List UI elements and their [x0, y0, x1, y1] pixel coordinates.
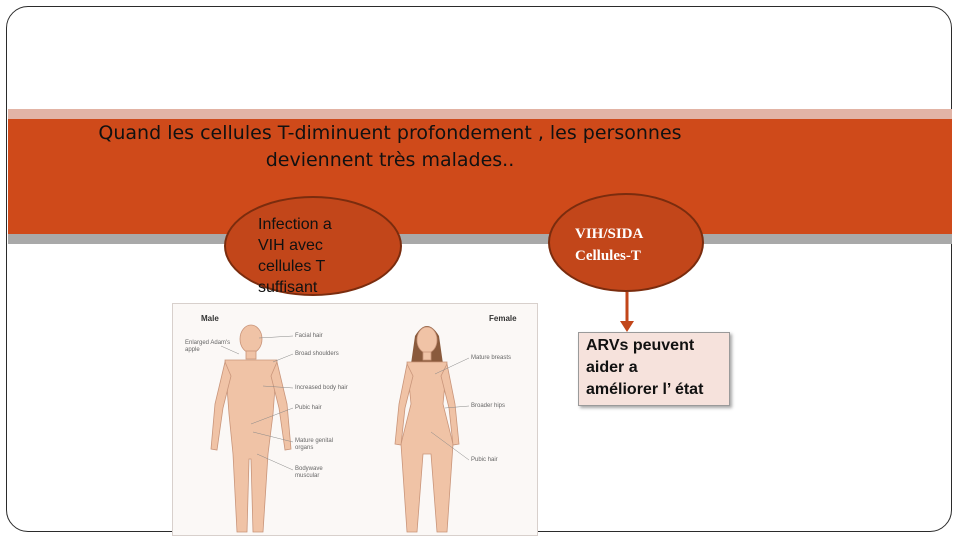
infection-line: VIH avec [258, 237, 323, 254]
female-title: Female [489, 314, 517, 323]
body-figures-drawing [173, 304, 539, 537]
figure-label: Enlarged Adam's apple [185, 340, 231, 353]
infection-line: suffisant [258, 279, 318, 296]
puberty-body-illustration [172, 303, 538, 536]
arv-line: ARVs peuvent [586, 337, 695, 354]
figure-label: Facial hair [295, 333, 323, 339]
arv-callout-text [586, 335, 703, 401]
figure-label: Pubic hair [471, 457, 498, 463]
figure-label: Increased body hair [295, 385, 348, 391]
figure-label: Pubic hair [295, 405, 322, 411]
title-band-bottom-stripe [8, 234, 952, 244]
figure-label: Bodywave muscular [295, 466, 323, 479]
vih-sida-line: VIH/SIDA [575, 226, 644, 242]
arv-line: améliorer l’ état [586, 381, 704, 398]
title-band-top-stripe [8, 109, 952, 119]
vih-sida-line: Cellules-T [575, 248, 641, 264]
slide-title-line-2: deviennent très malades.. [265, 149, 515, 171]
slide-title [60, 120, 720, 174]
infection-ellipse-text [258, 214, 332, 298]
figure-label: Broader hips [471, 403, 506, 409]
figure-label: Mature breasts [471, 355, 512, 361]
female-body-figure [395, 326, 459, 532]
infection-line: Infection a [258, 216, 332, 233]
figure-label: Mature genital organs [295, 438, 334, 451]
infection-line: cellules T [258, 258, 326, 275]
down-arrow-icon [617, 292, 637, 332]
arv-line: aider a [586, 359, 638, 376]
vih-sida-ellipse-text [575, 223, 643, 267]
figure-label: Broad shoulders [295, 351, 339, 357]
male-title: Male [201, 314, 219, 323]
slide-title-line-1: Quand les cellules T-diminuent profondement , les personnes [98, 122, 682, 144]
male-body-figure [211, 325, 291, 532]
